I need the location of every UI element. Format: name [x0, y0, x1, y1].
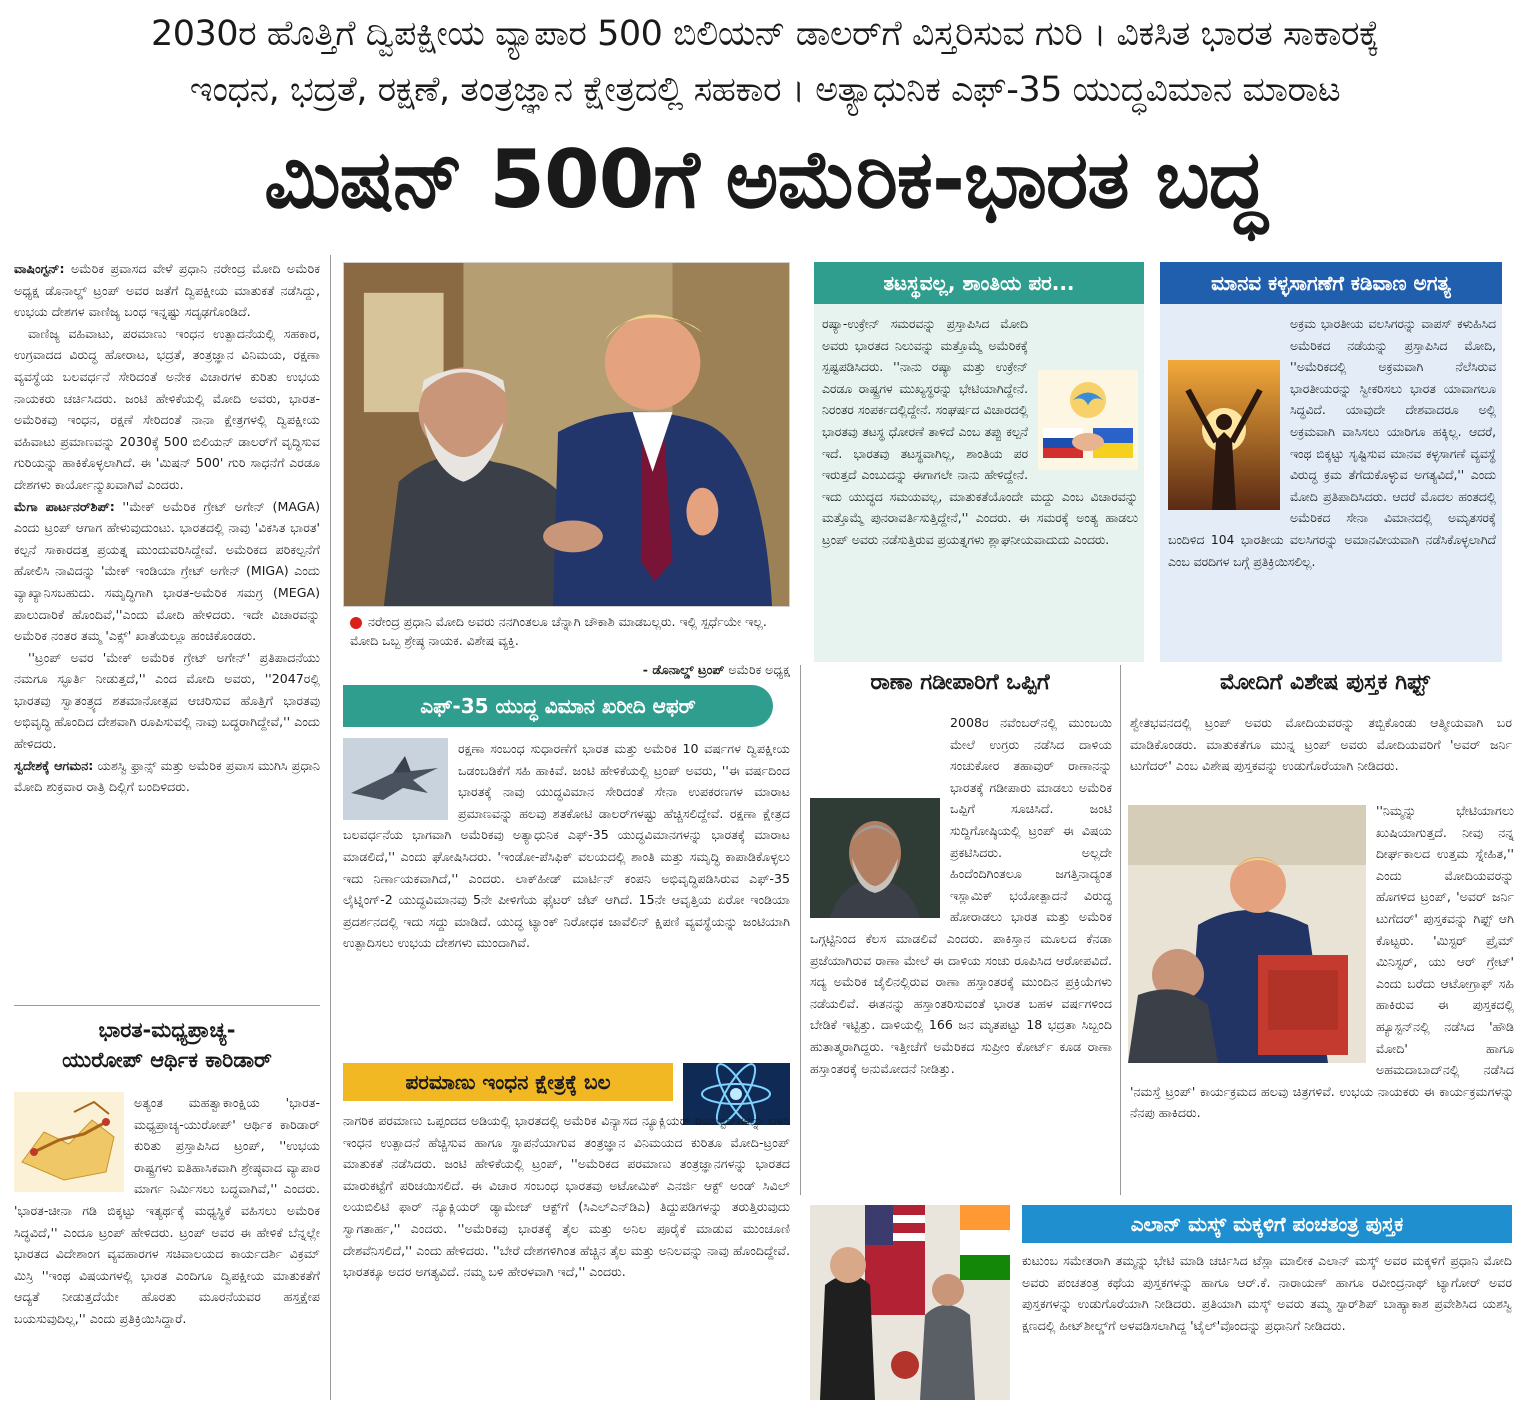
- lead-story: [14, 258, 320, 1000]
- f35-jet-image: [343, 738, 448, 820]
- nuclear-body: ನಾಗರಿಕ ಪರಮಾಣು ಒಪ್ಪಂದದ ಅಡಿಯಲ್ಲಿ ಭಾರತದಲ್ಲಿ ಅಮೆರಿಕ ವಿನ್ಯಾಸದ ನ್ಯೂಕ್ಲಿಯರ್ ರಿಯಾಕ್ಟರ್‌ಗಳನ್ನು ಬಳಸಿ ಇಂಧನ ಉತ್ಪಾದನೆ ಹೆಚ್ಚಿಸುವ ಹಾಗೂ ಸ್ಥಾಪನೆಯಾಗುವ ತಂತ್ರಜ್ಞಾನ ವಿನಿಮಯದ ಕುರಿತೂ ಮೋದಿ-ಟ್ರಂಪ್ ಮಾತುಕತೆ ನಡೆಸಿದರು. ಜಂಟಿ ಹೇಳಿಕೆಯಲ್ಲಿ ಟ್ರಂಪ್, ''ಅಮೆರಿಕದ ಪರಮಾಣು ತಂತ್ರಜ್ಞಾನಗಳನ್ನು ಭಾರತದ ಮಾರುಕಟ್ಟೆಗೆ ಪರಿಚಯಿಸಲಿದೆ. ಈ ವಿಚಾರ ಸಂಬಂಧ ಭಾರತವು ಅಟೋಮಿಕ್ ಎನರ್ಜಿ ಆಕ್ಟ್ ಅಂಡ್ ಸಿವಿಲ್ ಲಯಬಿಲಿಟಿ ಫಾರ್ ನ್ಯೂಕ್ಲಿಯರ್ ಡ್ಯಾಮೇಜ್ ಆಕ್ಟ್‌ಗೆ (ಸಿಎಲ್‌ಎನ್‌ಡಿಎ) ತಿದ್ದುಪಡಿಗಳನ್ನು ತರುತ್ತಿರುವುದು ಸ್ವಾಗತಾರ್ಹ,'' ಎಂದರು. ''ಅಮೆರಿಕವು ಭಾರತಕ್ಕೆ ತೈಲ ಮತ್ತು ಅನಿಲ ಪೂರೈಕೆ ಮಾಡುವ ಮುಂಚೂಣಿ ದೇಶವೆನಿಸಲಿದೆ,'' ಎಂದು ಹೇಳಿದರು. ''ಬೇರೆ ದೇಶಗಳಿಗಿಂತ ಹೆಚ್ಚಿನ ತೈಲ ಮತ್ತು ಅನಿಲವನ್ನು ನಾವು ಹೊಂದಿದ್ದೇವೆ. ಭಾರತಕ್ಕೂ ಅದರ ಅಗತ್ಯವಿದೆ. ನಮ್ಮ ಬಳಿ ಹೇರಳವಾಗಿ ಇದೆ,'' ಎಂದರು.: [343, 1113, 790, 1280]
- migration-story: [1168, 314, 1496, 654]
- lead-para-2: ವಾಣಿಜ್ಯ ವಹಿವಾಟು, ಪರಮಾಣು ಇಂಧನ ಉತ್ಪಾದನೆಯಲ್ಲಿ ಸಹಕಾರ, ಉಗ್ರವಾದದ ವಿರುದ್ಧ ಹೋರಾಟ, ಭದ್ರತೆ, ತಂತ್ರಜ್ಞಾನ ವಿನಿಮಯ, ರಕ್ಷಣಾ ವ್ಯವಸ್ಥೆಯ ಬಲವರ್ಧನೆ ಸೇರಿದಂತೆ ಅನೇಕ ವಿಚಾರಗಳ ಕುರಿತು ಉಭಯ ನಾಯಕರು ಚರ್ಚಿಸಿದರು. ಜಂಟಿ ಹೇಳಿಕೆಯಲ್ಲಿ ಮೋದಿ ಅವರು, ಭಾರತ-ಅಮೆರಿಕವು ಇಂಧನ, ರಕ್ಷಣೆ ಸೇರಿದಂತೆ ನಾನಾ ಕ್ಷೇತ್ರಗಳಲ್ಲಿ ದ್ವಿಪಕ್ಷೀಯ ವಹಿವಾಟು ಪ್ರಮಾಣವನ್ನು 2030ಕ್ಕೆ 500 ಬಿಲಿಯನ್ ಡಾಲರ್‌ಗೆ ವೃದ್ಧಿಸುವ ಗುರಿಯನ್ನು ಹಾಕಿಕೊಳ್ಳಲಾಗಿದೆ. ಈ 'ಮಿಷನ್ 500' ಗುರಿ ಸಾಧನೆಗೆ ಎರಡೂ ದೇಶಗಳು ಕಾರ್ಯೋನ್ಮುಖವಾಗಿವೆ ಎಂದರು.: [14, 325, 320, 492]
- subhead-mega-partnership: ಮೆಗಾ ಪಾರ್ಟನರ್‌ಶಿಪ್:: [14, 498, 115, 514]
- corridor-map-image: [14, 1092, 124, 1192]
- neutral-story: [822, 314, 1138, 654]
- lead-para-1: ಅಮೆರಿಕ ಪ್ರವಾಸದ ವೇಳೆ ಪ್ರಧಾನಿ ನರೇಂದ್ರ ಮೋದಿ ಅಮೆರಿಕ ಅಧ್ಯಕ್ಷ ಡೊನಾಲ್ಡ್ ಟ್ರಂಪ್ ಅವರ ಜತೆಗೆ ದ್ವಿಪಕ್ಷೀಯ ಮಾತುಕತೆ ನಡೆಸಿದ್ದು, ಉಭಯ ದೇಶಗಳ ವಾಣಿಜ್ಯ ಬಂಧ ಇನ್ನಷ್ಟು ಸದೃಢಗೊಂಡಿದೆ.: [14, 261, 320, 320]
- quote-attribution: [350, 660, 790, 679]
- corridor-body: ಅತ್ಯಂತ ಮಹತ್ವಾಕಾಂಕ್ಷಿಯ 'ಭಾರತ-ಮಧ್ಯಪ್ರಾಚ್ಯ-ಯುರೋಪ್' ಆರ್ಥಿಕ ಕಾರಿಡಾರ್ ಕುರಿತು ಪ್ರಸ್ತಾಪಿಸಿದ ಟ್ರಂಪ್, ''ಉಭಯ ರಾಷ್ಟ್ರಗಳು ಐತಿಹಾಸಿಕವಾಗಿ ಶ್ರೇಷ್ಠವಾದ ವ್ಯಾಪಾರ ಮಾರ್ಗ ನಿರ್ಮಿಸಲು ಬದ್ಧವಾಗಿವೆ,'' ಎಂದರು. 'ಭಾರತ-ಚೀನಾ ಗಡಿ ಬಿಕ್ಕಟ್ಟು ಇತ್ಯರ್ಥಕ್ಕೆ ಮಧ್ಯಸ್ಥಿಕೆ ವಹಿಸಲು ಅಮೆರಿಕ ಸಿದ್ಧವಿದೆ,'' ಎಂದೂ ಟ್ರಂಪ್ ಹೇಳಿದರು. ಟ್ರಂಪ್ ಅವರ ಈ ಹೇಳಿಕೆ ಬೆನ್ನಲ್ಲೇ ಭಾರತದ ವಿದೇಶಾಂಗ ವ್ಯವಹಾರಗಳ ಸಚಿವಾಲಯದ ಕಾರ್ಯದರ್ಶಿ ವಿಕ್ರಮ್ ಮಿಸ್ರಿ ''ಇಂಥ ವಿಷಯಗಳಲ್ಲಿ ಭಾರತ ಎಂದಿಗೂ ದ್ವಿಪಕ್ಷೀಯ ಮಾತುಕತೆಗೆ ಆದ್ಯತೆ ನೀಡುತ್ತದೆಯೇ ಹೊರತು ಮೂರನೆಯವರ ಹಸ್ತಕ್ಷೇಪ ಬಯಸುವುದಿಲ್ಲ,'' ಎಂದು ಪ್ರತಿಕ್ರಿಯಿಸಿದ್ದಾರೆ.: [14, 1095, 320, 1326]
- dateline: ವಾಷಿಂಗ್ಟನ್:: [14, 261, 65, 276]
- corridor-title-2: ಯುರೋಪ್ ಆರ್ಥಿಕ ಕಾರಿಡಾರ್: [62, 1048, 272, 1072]
- book-body-1: ಶ್ವೇತಭವನದಲ್ಲಿ ಟ್ರಂಪ್ ಅವರು ಮೋದಿಯವರನ್ನು ತಬ್ಬಿಕೊಂಡು ಆತ್ಮೀಯವಾಗಿ ಬರ ಮಾಡಿಕೊಂಡರು. ಮಾತುಕತೆಗೂ ಮುನ್ನ ಟ್ರಂಪ್ ಅವರು ಮೋದಿಯವರಿಗೆ 'ಅವರ್ ಜರ್ನಿ ಟುಗೆದರ್' ಎಂಬ ವಿಶೇಷ ಪುಸ್ತಕವನ್ನು ಉಡುಗೊರೆಯಾಗಿ ನೀಡಿದರು.: [1130, 715, 1512, 774]
- lead-para-3: ''ಮೇಕ್ ಅಮೆರಿಕ ಗ್ರೇಟ್ ಅಗೇನ್ (MAGA) ಎಂದು ಟ್ರಂಪ್ ಆಗಾಗ ಹೇಳುವುದುಂಟು. ಭಾರತದಲ್ಲಿ ನಾವು 'ವಿಕಸಿತ ಭಾರತ' ಕಲ್ಪನೆ ಸಾಕಾರದತ್ತ ಪ್ರಯತ್ನ ಮುಂದುವರಿಸಿದ್ದೇವೆ. ಅಮೆರಿಕದ ಪರಿಕಲ್ಪನೆಗೆ ಹೋಲಿಸಿ ನಾವಿದನ್ನು 'ಮೇಕ್ ಇಂಡಿಯಾ ಗ್ರೇಟ್ ಅಗೇನ್ (MIGA) ಎಂದು ವ್ಯಾಖ್ಯಾನಿಸಬಹುದು. ಸಮೃದ್ಧಿಗಾಗಿ ಭಾರತ-ಅಮೆರಿಕ ಸಮಗ್ರ (MEGA) ಪಾಲುದಾರಿಕೆ ಹೊಂದಿವೆ,''ಎಂದು ಮೋದಿ ಹೇಳಿದರು. ಇದೇ ವಿಚಾರವನ್ನು ಅಮೆರಿಕ ನಂತರ ತಮ್ಮ 'ಎಕ್ಸ್' ಖಾತೆಯಲ್ಲೂ ಹಂಚಿಕೊಂಡರು.: [14, 498, 320, 644]
- neutral-title: ತಟಸ್ಥವಲ್ಲ, ಶಾಂತಿಯ ಪರ...: [814, 262, 1144, 304]
- musk-story: [1022, 1250, 1512, 1400]
- migration-body: ಅಕ್ರಮ ಭಾರತೀಯ ವಲಸಿಗರನ್ನು ವಾಪಸ್ ಕಳುಹಿಸಿದ ಅಮೆರಿಕದ ನಡೆಯನ್ನು ಪ್ರಸ್ತಾಪಿಸಿದ ಮೋದಿ, ''ಅಮೆರಿಕದಲ್ಲಿ ಅಕ್ರಮವಾಗಿ ನೆಲೆಸಿರುವ ಭಾರತೀಯರನ್ನು ಸ್ವೀಕರಿಸಲು ಭಾರತ ಯಾವಾಗಲೂ ಸಿದ್ಧವಿದೆ. ಯಾವುದೇ ದೇಶವಾದರೂ ಅಲ್ಲಿ ಅಕ್ರಮವಾಗಿ ವಾಸಿಸಲು ಯಾರಿಗೂ ಹಕ್ಕಿಲ್ಲ. ಆದರೆ, ಇಂಥ ಬಿಕ್ಕಟ್ಟು ಸೃಷ್ಟಿಸುವ ಮಾನವ ಕಳ್ಳಸಾಗಣೆ ವ್ಯವಸ್ಥೆ ವಿರುದ್ಧ ಕ್ರಮ ತೆಗೆದುಕೊಳ್ಳುವ ಅಗತ್ಯವಿದೆ,'' ಎಂದು ಮೋದಿ ಪ್ರತಿಪಾದಿಸಿದರು. ಆದರೆ ಮೊದಲ ಹಂತದಲ್ಲಿ ಅಮೆರಿಕದ ಸೇನಾ ವಿಮಾನದಲ್ಲಿ ಅಮೃತಸರಕ್ಕೆ ಬಂದಿಳಿದ 104 ಭಾರತೀಯ ವಲಸಿಗರನ್ನು ಅಮಾನವೀಯವಾಗಿ ನಡೆಸಿಕೊಳ್ಳಲಾಗಿದೆ ಎಂಬ ವರದಿಗಳ ಬಗ್ಗೆ ಪ್ರತಿಕ್ರಿಯಿಸಲಿಲ್ಲ.: [1168, 317, 1496, 569]
- lead-para-4: ''ಟ್ರಂಪ್ ಅವರ 'ಮೇಕ್ ಅಮೆರಿಕ ಗ್ರೇಟ್ ಅಗೇನ್' ಪ್ರತಿಪಾದನೆಯು ನಮಗೂ ಸ್ಫೂರ್ತಿ ನೀಡುತ್ತದೆ,'' ಎಂದ ಮೋದಿ ಅವರು, ''2047ರಲ್ಲಿ ಭಾರತವು ಸ್ವಾತಂತ್ರ್ಯದ ಶತಮಾನೋತ್ಸವ ಆಚರಿಸುವ ಹೊತ್ತಿಗೆ ಭಾರತವು ಅಭಿವೃದ್ಧಿ ಹೊಂದಿದ ದೇಶವಾಗಿ ರೂಪಿಸುವಲ್ಲಿ ನಾವು ಬದ್ಧರಾಗಿದ್ದೇವೆ,'' ಎಂದು ಹೇಳಿದರು.: [14, 649, 320, 752]
- trump-quote: [350, 612, 790, 657]
- musk-photo: [810, 1205, 1010, 1400]
- broken-chains-image: [1168, 360, 1280, 510]
- main-photo: [343, 262, 790, 607]
- book-title: ಮೋದಿಗೆ ವಿಶೇಷ ಪುಸ್ತಕ ಗಿಫ್ಟ್: [1220, 670, 1430, 695]
- trump-quote-text: ನರೇಂದ್ರ ಪ್ರಧಾನಿ ಮೋದಿ ಅವರು ನನಗಿಂತಲೂ ಚೆನ್ನಾಗಿ ಚೌಕಾಶಿ ಮಾಡಬಲ್ಲರು. ಇಲ್ಲಿ ಸ್ಪರ್ಧೆಯೇ ಇಲ್ಲ. ಮೋದಿ ಒಬ್ಬ ಶ್ರೇಷ್ಠ ನಾಯಕ. ವಿಶೇಷ ವ್ಯಕ್ತಿ.: [350, 614, 767, 648]
- musk-title: ಎಲಾನ್ ಮಸ್ಕ್ ಮಕ್ಕಳಿಗೆ ಪಂಚತಂತ್ರ ಪುಸ್ತಕ: [1022, 1205, 1512, 1243]
- book-story-intro: [1130, 712, 1512, 798]
- book-body-2: ''ನಿಮ್ಮನ್ನು ಭೇಟಿಯಾಗಲು ಖುಷಿಯಾಗುತ್ತದೆ. ನೀವು ನನ್ನ ದೀರ್ಘಕಾಲದ ಉತ್ತಮ ಸ್ನೇಹಿತ,'' ಎಂದು ಮೋದಿಯವರನ್ನು ಹೊಗಳಿದ ಟ್ರಂಪ್, 'ಅವರ್ ಜರ್ನಿ ಟುಗೆದರ್' ಪುಸ್ತಕವನ್ನು ಗಿಫ್ಟ್ ಆಗಿ ಕೊಟ್ಟರು. 'ಮಿಸ್ಟರ್ ಪ್ರೈಮ್ ಮಿನಿಸ್ಟರ್, ಯು ಆರ್ ಗ್ರೇಟ್' ಎಂದು ಬರೆದು ಆಟೋಗ್ರಾಫ್ ಸಹಿ ಹಾಕಿರುವ ಈ ಪುಸ್ತಕದಲ್ಲಿ ಹ್ಯೂಸ್ಟನ್‌ನಲ್ಲಿ ನಡೆಸಿದ 'ಹೌಡಿ ಮೋದಿ' ಹಾಗೂ ಅಹಮದಾಬಾದ್‌ನಲ್ಲಿ ನಡೆಸಿದ 'ನಮಸ್ತೆ ಟ್ರಂಪ್' ಕಾರ್ಯಕ್ರಮದ ಹಲವು ಚಿತ್ರಗಳಿವೆ. ಉಭಯ ನಾಯಕರು ಈ ಕಾರ್ಯಕ್ರಮಗಳನ್ನು ನೆನಪು ಹಾಕಿದರು.: [1130, 803, 1514, 1121]
- column-rule: [1120, 665, 1121, 1195]
- f35-title: ಎಫ್-35 ಯುದ್ಧ ವಿಮಾನ ಖರೀದಿ ಆಫರ್: [343, 685, 773, 727]
- quote-dot-icon: [350, 617, 362, 629]
- divider: [14, 1005, 320, 1006]
- musk-body: ಕುಟುಂಬ ಸಮೇತರಾಗಿ ತಮ್ಮನ್ನು ಭೇಟಿ ಮಾಡಿ ಚರ್ಚಿಸಿದ ಟೆಸ್ಲಾ ಮಾಲೀಕ ಎಲಾನ್ ಮಸ್ಕ್ ಅವರ ಮಕ್ಕಳಿಗೆ ಪ್ರಧಾನಿ ಮೋದಿ ಅವರು ಪಂಚತಂತ್ರ ಕಥೆಯ ಪುಸ್ತಕಗಳನ್ನು ಹಾಗೂ ಆರ್.ಕೆ. ನಾರಾಯಣ್ ಹಾಗೂ ರವೀಂದ್ರನಾಥ್ ಟ್ಯಾಗೋರ್ ಅವರ ಪುಸ್ತಕಗಳನ್ನು ಉಡುಗೊರೆಯಾಗಿ ನೀಡಿದರು. ಪ್ರತಿಯಾಗಿ ಮಸ್ಕ್ ಅವರು ತಮ್ಮ ಸ್ಟಾರ್‌ಶಿಪ್ ಬಾಹ್ಯಾಕಾಶ ಪ್ರವೇಶಿಸಿದ ಯಶಸ್ವಿ ಕ್ಷಣದಲ್ಲಿ ಹೀಟ್‌ಶೀಲ್ಡ್‌ಗೆ ಅಳವಡಿಸಲಾಗಿದ್ದ 'ಟೈಲ್'ವೊಂದನ್ನು ಪ್ರಧಾನಿಗೆ ನೀಡಿದರು.: [1022, 1253, 1512, 1333]
- subhead-return: ಸ್ವದೇಶಕ್ಕೆ ಆಗಮನ:: [14, 757, 94, 773]
- main-headline: ಮಿಷನ್ 500ಗೆ ಅಮೆರಿಕ-ಭಾರತ ಬದ್ಧ: [264, 133, 1266, 226]
- f35-story: [343, 738, 790, 1058]
- lead-para-5: ಯಶಸ್ವಿ ಫ್ರಾನ್ಸ್ ಮತ್ತು ಅಮೆರಿಕ ಪ್ರವಾಸ ಮುಗಿಸಿ ಪ್ರಧಾನಿ ಮೋದಿ ಶುಕ್ರವಾರ ರಾತ್ರಿ ದಿಲ್ಲಿಗೆ ಬಂದಿಳಿದರು.: [14, 757, 320, 795]
- rana-photo: [810, 798, 940, 918]
- peace-handshake-image: [1038, 370, 1138, 470]
- column-rule: [330, 255, 331, 1400]
- nuclear-story: [343, 1110, 790, 1400]
- book-story-continued: [1130, 800, 1514, 1172]
- corridor-story: [14, 1092, 320, 1392]
- kicker-line-1: 2030ರ ಹೊತ್ತಿಗೆ ದ್ವಿಪಕ್ಷೀಯ ವ್ಯಾಪಾರ 500 ಬಿಲಿಯನ್ ಡಾಲರ್‌ಗೆ ವಿಸ್ತರಿಸುವ ಗುರಿ । ವಿಕಸಿತ ಭಾರತ ಸಾಕಾರಕ್ಕೆ: [151, 14, 1379, 54]
- f35-body: ರಕ್ಷಣಾ ಸಂಬಂಧ ಸುಧಾರಣೆಗೆ ಭಾರತ ಮತ್ತು ಅಮೆರಿಕ 10 ವರ್ಷಗಳ ದ್ವಿಪಕ್ಷೀಯ ಒಡಂಬಡಿಕೆಗೆ ಸಹಿ ಹಾಕಿವೆ. ಜಂಟಿ ಹೇಳಿಕೆಯಲ್ಲಿ ಟ್ರಂಪ್ ಅವರು, ''ಈ ವರ್ಷದಿಂದ ಭಾರತಕ್ಕೆ ನಾವು ಯುದ್ಧವಿಮಾನ ಸೇರಿದಂತೆ ಸೇನಾ ಉಪಕರಣಗಳ ಮಾರಾಟ ಪ್ರಮಾಣವನ್ನು ಹಲವು ಶತಕೋಟಿ ಡಾಲರ್‌ಗಳಷ್ಟು ಹೆಚ್ಚಿಸಲಿದ್ದೇವೆ. ರಕ್ಷಣಾ ಕ್ಷೇತ್ರದ ಬಲವರ್ಧನೆಯ ಭಾಗವಾಗಿ ಅಮೆರಿಕವು ಅತ್ಯಾಧುನಿಕ ಎಫ್-35 ಯುದ್ಧವಿಮಾನಗಳನ್ನು ಭಾರತಕ್ಕೆ ಮಾರಾಟ ಮಾಡಲಿದೆ,'' ಎಂದು ಘೋಷಿಸಿದರು. 'ಇಂಡೋ-ಪೆಸಿಫಿಕ್ ವಲಯದಲ್ಲಿ ಶಾಂತಿ ಮತ್ತು ಸಮೃದ್ಧಿ ಕಾಪಾಡಿಕೊಳ್ಳಲು ಇದು ನಿರ್ಣಾಯಕವಾಗಿದೆ,'' ಎಂದರು. ಲಾಕ್‌ಹೀಡ್ ಮಾರ್ಟಿನ್ ಕಂಪನಿ ಅಭಿವೃದ್ಧಿಪಡಿಸಿರುವ ಎಫ್-35 ಲೈಟ್ನಿಂಗ್-2 ಯುದ್ಧವಿಮಾನವು 5ನೇ ಪೀಳಿಗೆಯ ಫೈಟರ್ ಜೆಟ್ ಆಗಿದೆ. 15ನೇ ಆವೃತ್ತಿಯ ಏರೋ ಇಂಡಿಯಾ ಪ್ರದರ್ಶನದಲ್ಲಿ ಇದು ಸದ್ದು ಮಾಡಿದೆ. ಯುದ್ಧ ಟ್ಯಾಂಕ್ ನಿರೋಧಕ ಜಾವೆಲಿನ್ ಕ್ಷಿಪಣಿ ವ್ಯವಸ್ಥೆಯನ್ನು ಜಂಟಿಯಾಗಿ ಉತ್ಪಾದಿಸಲು ಉಭಯ ದೇಶಗಳು ಮುಂದಾಗಿವೆ.: [343, 741, 790, 951]
- column-rule: [800, 665, 801, 1195]
- rana-title: ರಾಣಾ ಗಡೀಪಾರಿಗೆ ಒಪ್ಪಿಗೆ: [870, 670, 1050, 695]
- rana-story: [810, 712, 1112, 1182]
- neutral-body: ರಷ್ಯಾ-ಉಕ್ರೇನ್ ಸಮರವನ್ನು ಪ್ರಸ್ತಾಪಿಸಿದ ಮೋದಿ ಅವರು ಭಾರತದ ನಿಲುವನ್ನು ಮತ್ತೊಮ್ಮೆ ಅಮೆರಿಕಕ್ಕೆ ಸ್ಪಷ್ಟಪಡಿಸಿದರು. ''ನಾನು ರಷ್ಯಾ ಮತ್ತು ಉಕ್ರೇನ್ ಎರಡೂ ರಾಷ್ಟ್ರಗಳ ಮುಖ್ಯಸ್ಥರನ್ನು ಭೇಟಿಯಾಗಿದ್ದೇನೆ. ನಿರಂತರ ಸಂಪರ್ಕದಲ್ಲಿದ್ದೇನೆ. ಸಂಘರ್ಷದ ವಿಚಾರದಲ್ಲಿ ಭಾರತವು ತಟಸ್ಥ ಧೋರಣೆ ತಾಳಿದೆ ಎಂಬ ತಪ್ಪು ಕಲ್ಪನೆ ಇದೆ. ಭಾರತವು ತಟಸ್ಥವಾಗಿಲ್ಲ, ಶಾಂತಿಯ ಪರ ಇರುತ್ತದೆ ಎಂಬುದನ್ನು ಈಗಾಗಲೇ ನಾನು ಹೇಳಿದ್ದೇನೆ. ಇದು ಯುದ್ಧದ ಸಮಯವಲ್ಲ, ಮಾತುಕತೆಯೊಂದೇ ಮದ್ದು ಎಂಬ ವಿಚಾರವನ್ನು ಮತ್ತೊಮ್ಮೆ ಪುನರಾವರ್ತಿಸುತ್ತಿದ್ದೇನೆ,'' ಎಂದರು. ಈ ಸಮರಕ್ಕೆ ಅಂತ್ಯ ಹಾಡಲು ಟ್ರಂಪ್ ಅವರು ನಡೆಸುತ್ತಿರುವ ಪ್ರಯತ್ನಗಳು ಶ್ಲಾಘನೀಯವಾದುದು ಎಂದರು.: [822, 317, 1138, 547]
- corridor-title-1: ಭಾರತ-ಮಧ್ಯಪ್ರಾಚ್ಯ-: [98, 1018, 236, 1042]
- book-photo-spacer: [1130, 800, 1368, 1062]
- quote-attribution-name: - ಡೊನಾಲ್ಡ್ ಟ್ರಂಪ್: [642, 662, 725, 677]
- migration-title: ಮಾನವ ಕಳ್ಳಸಾಗಣೆಗೆ ಕಡಿವಾಣ ಅಗತ್ಯ: [1160, 262, 1502, 304]
- kicker-line-2: ಇಂಧನ, ಭದ್ರತೆ, ರಕ್ಷಣೆ, ತಂತ್ರಜ್ಞಾನ ಕ್ಷೇತ್ರದಲ್ಲಿ ಸಹಕಾರ । ಅತ್ಯಾಧುನಿಕ ಎಫ್-35 ಯುದ್ಧವಿಮಾನ ಮಾರಾಟ: [189, 70, 1341, 110]
- rana-body: 2008ರ ನವೆಂಬರ್‌ನಲ್ಲಿ ಮುಂಬಯಿ ಮೇಲೆ ಉಗ್ರರು ನಡೆಸಿದ ದಾಳಿಯ ಸಂಚುಕೋರ ತಹಾವುರ್ ರಾಣಾನನ್ನು ಭಾರತಕ್ಕೆ ಗಡೀಪಾರು ಮಾಡಲು ಅಮೆರಿಕ ಒಪ್ಪಿಗೆ ಸೂಚಿಸಿದೆ. ಜಂಟಿ ಸುದ್ದಿಗೋಷ್ಠಿಯಲ್ಲಿ ಟ್ರಂಪ್ ಈ ವಿಷಯ ಪ್ರಕಟಿಸಿದರು. ಅಲ್ಲದೇ ಹಿಂದೆಂದಿಗಿಂತಲೂ ಜಗತ್ತಿನಾದ್ಯಂತ ಇಸ್ಲಾಮಿಕ್ ಭಯೋತ್ಪಾದನೆ ವಿರುದ್ಧ ಹೋರಾಡಲು ಭಾರತ ಮತ್ತು ಅಮೆರಿಕ ಒಗ್ಗಟ್ಟಿನಿಂದ ಕೆಲಸ ಮಾಡಲಿವೆ ಎಂದರು. ಪಾಕಿಸ್ತಾನ ಮೂಲದ ಕೆನಡಾ ಪ್ರಜೆಯಾಗಿರುವ ರಾಣಾ ಮೇಲೆ ಈ ದಾಳಿಯ ಸಂಚು ರೂಪಿಸಿದ ಆರೋಪವಿದೆ. ಸದ್ಯ ಅಮೆರಿಕ ಜೈಲಿನಲ್ಲಿರುವ ರಾಣಾ ಹಸ್ತಾಂತರಕ್ಕೆ ಮುಂದಿನ ಪ್ರಕ್ರಿಯೆಗಳು ನಡೆಯಲಿವೆ. ಈತನನ್ನು ಹಸ್ತಾಂತರಿಸುವಂತೆ ಭಾರತ ಬಹಳ ವರ್ಷಗಳಿಂದ ಬೇಡಿಕೆ ಇಟ್ಟಿತ್ತು. ದಾಳಿಯಲ್ಲಿ 166 ಜನ ಮೃತಪಟ್ಟು 18 ಭದ್ರತಾ ಸಿಬ್ಬಂದಿ ಹುತಾತ್ಮರಾಗಿದ್ದರು. ಇತ್ತೀಚೆಗೆ ಅಮೆರಿಕದ ಸುಪ್ರೀಂ ಕೋರ್ಟ್ ಕೂಡ ರಾಣಾ ಹಸ್ತಾಂತರಕ್ಕೆ ಅನುಮೋದನೆ ನೀಡಿತ್ತು.: [810, 715, 1112, 1076]
- nuclear-title: ಪರಮಾಣು ಇಂಧನ ಕ್ಷೇತ್ರಕ್ಕೆ ಬಲ: [343, 1063, 673, 1101]
- quote-attribution-role: ಅಮೆರಿಕ ಅಧ್ಯಕ್ಷ: [728, 662, 790, 677]
